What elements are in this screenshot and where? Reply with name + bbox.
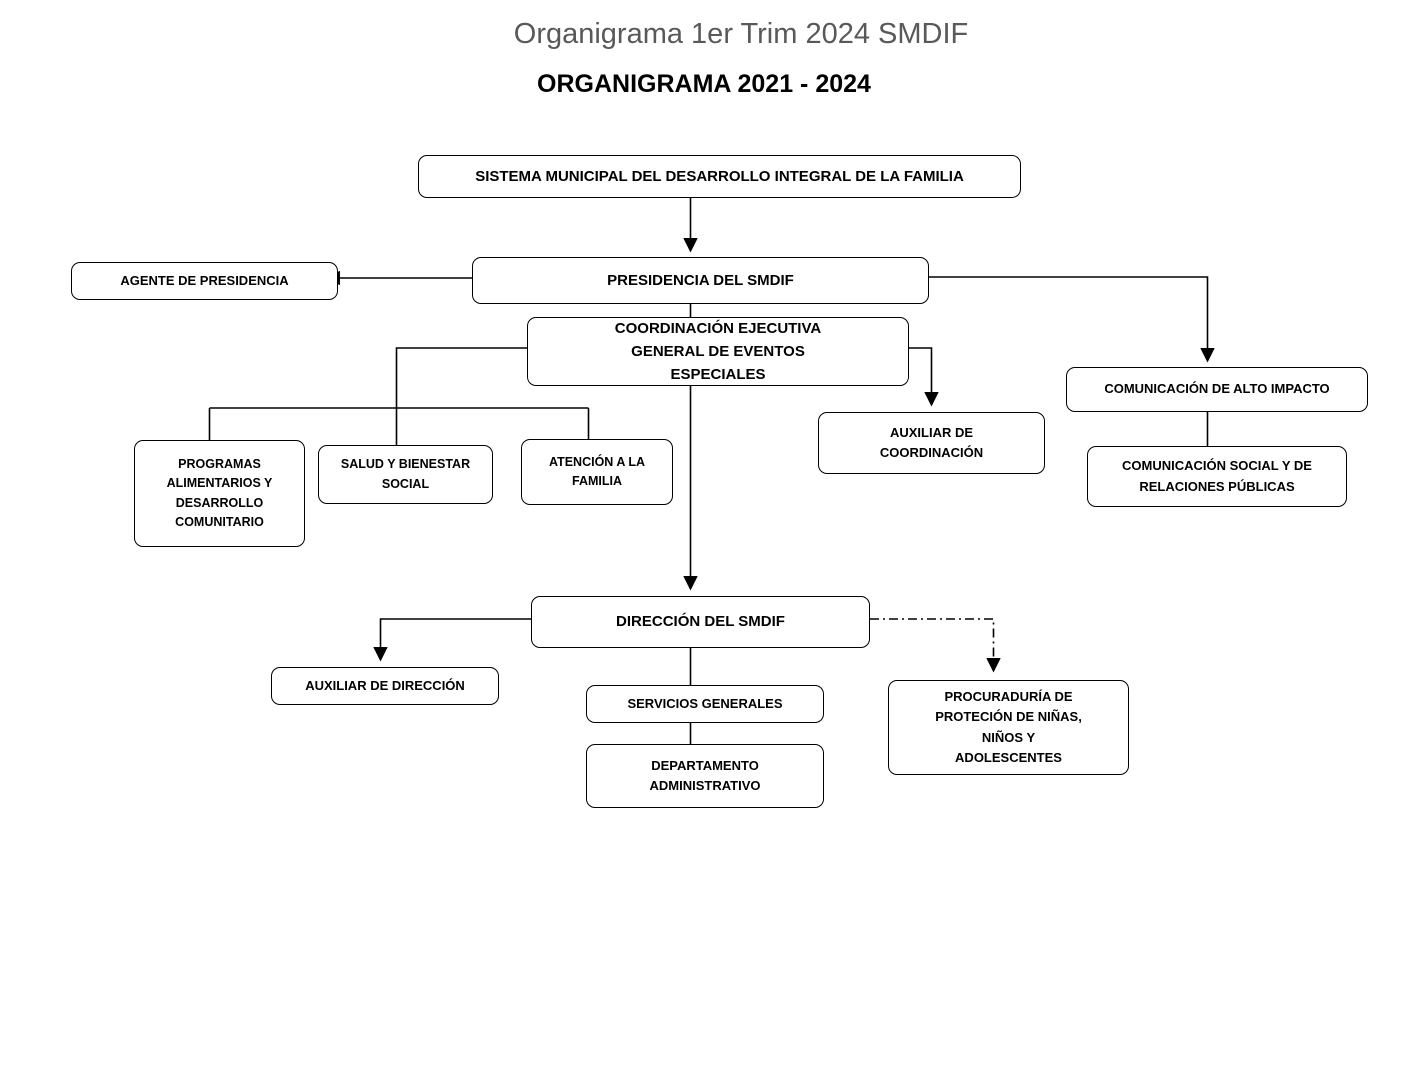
node-agente-presidencia <box>71 262 338 300</box>
node-presidencia-smdif <box>472 257 929 304</box>
node-servicios-generales-label: SERVICIOS GENERALES <box>627 695 783 711</box>
node-sistema-municipal-label: SISTEMA MUNICIPAL DEL DESARROLLO INTEGRAL DE LA FAMILIA <box>475 167 964 185</box>
connector-coordinacion-salud <box>397 348 528 445</box>
node-presidencia-smdif-label: PRESIDENCIA DEL SMDIF <box>607 271 794 289</box>
node-comunicacion-social-label: COMUNICACIÓN SOCIAL Y DE RELACIONES PÚBLICAS <box>1122 458 1312 494</box>
connector-direccion-auxiliar-direccion <box>381 619 532 660</box>
node-direccion-smdif <box>531 596 870 648</box>
node-auxiliar-coordinacion-label: AUXILIAR DE COORDINACIÓN <box>879 424 984 460</box>
node-programas-alimentarios-label: PROGRAMAS ALIMENTARIOS Y DESARROLLO COMUNITARIO <box>166 456 273 529</box>
node-atencion-familia <box>521 439 673 505</box>
node-departamento-administrativo <box>586 744 824 808</box>
node-programas-alimentarios <box>134 440 305 547</box>
node-direccion-smdif-label: DIRECCIÓN DEL SMDIF <box>616 613 785 631</box>
document-title: Organigrama 1er Trim 2024 SMDIF <box>513 18 969 50</box>
node-procuraduria-proteccion-label: PROCURADURÍA DE PROTECIÓN DE NIÑAS, NIÑOS Y ADOLESCENTES <box>935 689 1082 765</box>
node-departamento-administrativo-label: DEPARTAMENTO ADMINISTRATIVO <box>649 757 761 793</box>
node-coordinacion-ejecutiva-label: COORDINACIÓN EJECUTIVA GENERAL DE EVENTOS ESPECIALES <box>614 319 822 384</box>
connector-direccion-procuraduria <box>851 619 994 671</box>
node-coordinacion-ejecutiva <box>527 317 909 386</box>
connector-presidencia-alto-impacto <box>911 277 1208 361</box>
node-comunicacion-alto-impacto-label: COMUNICACIÓN DE ALTO IMPACTO <box>1104 381 1330 397</box>
node-servicios-generales <box>586 685 824 723</box>
node-procuraduria-proteccion <box>888 680 1129 775</box>
chart-title: ORGANIGRAMA 2021 - 2024 <box>537 70 871 98</box>
node-comunicacion-alto-impacto <box>1066 367 1368 412</box>
node-sistema-municipal <box>418 155 1021 198</box>
node-auxiliar-coordinacion <box>818 412 1045 474</box>
node-salud-bienestar <box>318 445 493 504</box>
node-comunicacion-social <box>1087 446 1347 507</box>
node-salud-bienestar-label: SALUD Y BIENESTAR SOCIAL <box>340 457 471 491</box>
node-agente-presidencia-label: AGENTE DE PRESIDENCIA <box>120 272 289 288</box>
node-auxiliar-direccion-label: AUXILIAR DE DIRECCIÓN <box>305 677 465 693</box>
node-atencion-familia-label: ATENCIÓN A LA FAMILIA <box>548 454 646 488</box>
node-auxiliar-direccion <box>271 667 499 705</box>
